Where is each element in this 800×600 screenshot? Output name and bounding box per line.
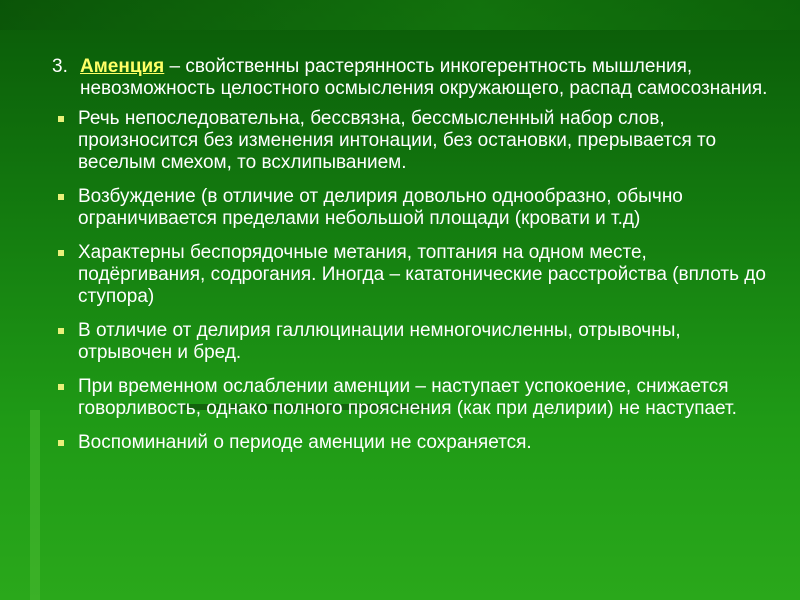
list-item	[52, 186, 772, 230]
list-item-text: При временном ослаблении аменции – наступает успокоение, снижается говорливость, однако полного прояснения (как при делирии) не наступает.	[78, 376, 737, 419]
list-item-text: В отличие от делирия галлюцинации немногочисленны, отрывочны, отрывочен и бред.	[78, 320, 681, 363]
heading-term: Аменция	[80, 56, 165, 77]
bullet-square-icon	[58, 250, 64, 256]
list-item	[52, 376, 772, 420]
decorative-top-band	[0, 0, 800, 30]
list-item	[52, 432, 772, 454]
list-item	[52, 108, 772, 174]
heading-number: 3.	[52, 56, 68, 77]
bullet-square-icon	[58, 384, 64, 390]
list-item	[52, 320, 772, 364]
list-item-text: Речь непоследовательна, бессвязна, бессмысленный набор слов, произносится без изменения интонации, без остановки, прерывается то веселым смехом, то всхлипыванием.	[78, 108, 717, 173]
list-item-text: Возбуждение (в отличие от делирия довольно однообразно, обычно ограничивается пределами небольшой площади (кровати и т.д)	[78, 186, 683, 229]
list-item	[52, 242, 772, 308]
slide-content	[52, 56, 772, 466]
decorative-column	[30, 410, 40, 600]
list-item-text: Характерны беспорядочные метания, топтания на одном месте, подёргивания, содрогания. Иногда – кататонические расстройства (вплоть до ступора)	[78, 242, 766, 307]
heading-text: – свойственны растерянность инкогерентность мышления, невозможность целостного осмысления окружающего, распад самосознания.	[80, 56, 768, 99]
bullet-square-icon	[58, 328, 64, 334]
bullet-list	[52, 108, 772, 454]
slide-heading	[52, 56, 772, 100]
bullet-square-icon	[58, 194, 64, 200]
bullet-square-icon	[58, 116, 64, 122]
bullet-square-icon	[58, 440, 64, 446]
list-item-text: Воспоминаний о периоде аменции не сохраняется.	[78, 432, 532, 453]
